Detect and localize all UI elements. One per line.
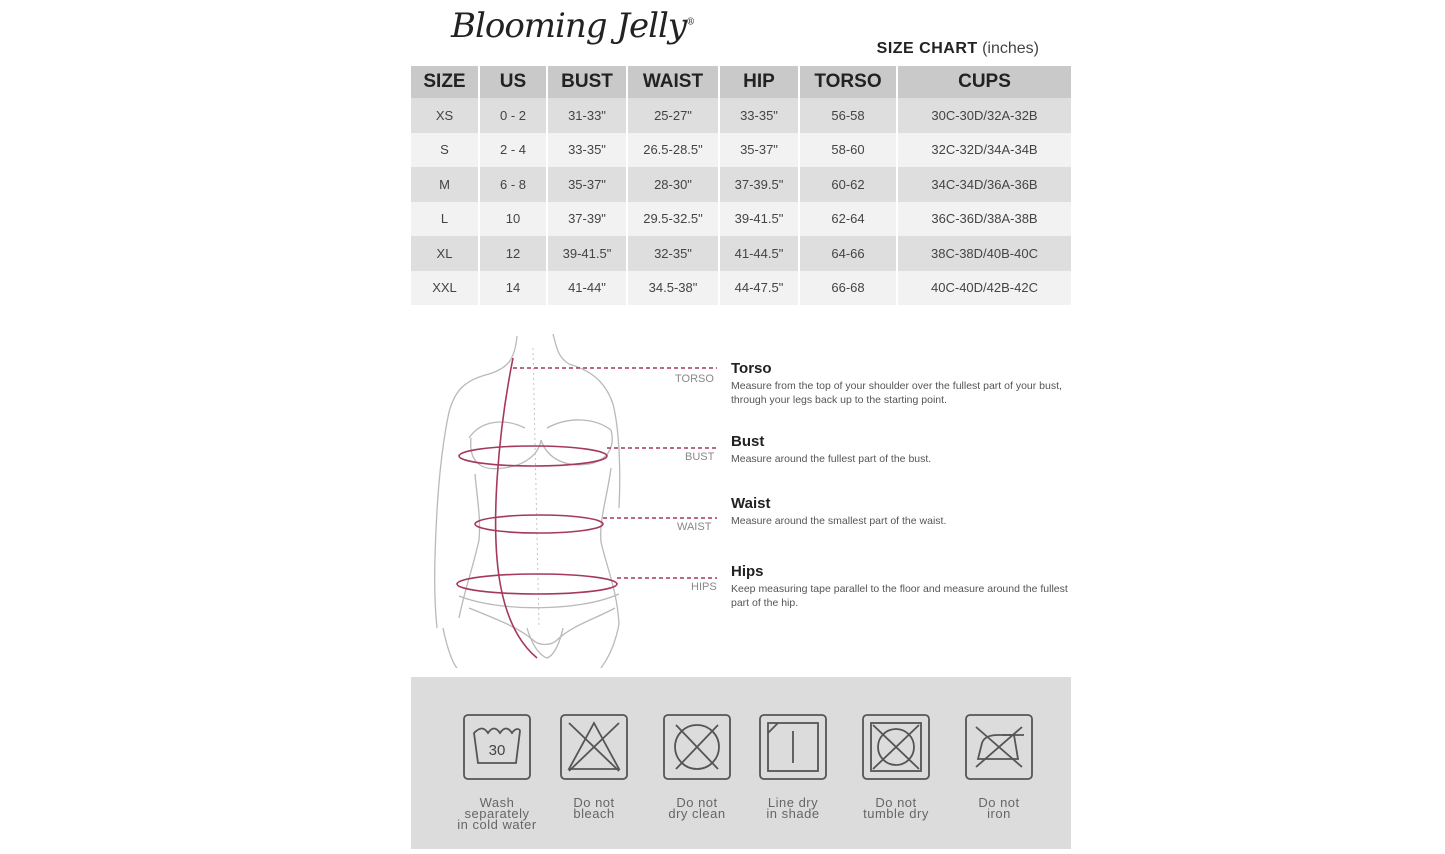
table-header-row [411, 66, 1071, 98]
header-torso: TORSO [799, 66, 897, 98]
cell-cups: 38C-38D/40B-40C [897, 236, 1071, 271]
brand-logo [451, 6, 694, 46]
cell-hip: 41-44.5" [719, 236, 799, 271]
cell-waist: 28-30" [627, 167, 719, 202]
table-row [411, 271, 1071, 306]
guide-text: Keep measuring tape parallel to the floor and measure around the fullest part of the hip. [731, 583, 1068, 609]
figure-label-waist: WAIST [677, 521, 712, 533]
size-chart-page [411, 0, 1071, 854]
guide-bust [731, 433, 1071, 466]
cell-us: 6 - 8 [479, 167, 547, 202]
cell-cups: 36C-36D/38A-38B [897, 202, 1071, 237]
figure-label-hips: HIPS [691, 581, 717, 593]
cell-bust: 39-41.5" [547, 236, 627, 271]
care-item-tumble-dry [846, 713, 946, 819]
table-row [411, 98, 1071, 133]
guide-text: Measure around the smallest part of the waist. [731, 515, 947, 527]
cell-hip: 35-37" [719, 133, 799, 168]
cell-waist: 32-35" [627, 236, 719, 271]
table-row [411, 133, 1071, 168]
guide-waist [731, 495, 1071, 528]
header-bust: BUST [547, 66, 627, 98]
cell-cups: 30C-30D/32A-32B [897, 98, 1071, 133]
no-bleach-icon [559, 713, 629, 781]
brand-registered-mark: ® [686, 17, 695, 28]
cell-cups: 34C-34D/36A-36B [897, 167, 1071, 202]
cell-us: 10 [479, 202, 547, 237]
care-label: Wash separately in cold water [457, 795, 537, 832]
chart-title-text: SIZE CHART [876, 40, 978, 57]
care-label: Do not tumble dry [863, 795, 929, 821]
care-label: Line dry in shade [766, 795, 820, 821]
care-label: Do not bleach [573, 795, 615, 821]
wash-30-icon [462, 713, 532, 781]
cell-cups: 32C-32D/34A-34B [897, 133, 1071, 168]
cell-bust: 41-44" [547, 271, 627, 306]
cell-hip: 44-47.5" [719, 271, 799, 306]
no-tumble-dry-icon [861, 713, 931, 781]
header-size: SIZE [411, 66, 479, 98]
care-label: Do not iron [978, 795, 1020, 821]
cell-torso: 60-62 [799, 167, 897, 202]
guide-text: Measure from the top of your shoulder over the fullest part of your bust, through your legs back up to the starting point. [731, 380, 1062, 406]
care-item-wash [447, 713, 547, 830]
cell-bust: 31-33" [547, 98, 627, 133]
line-dry-shade-icon [758, 713, 828, 781]
cell-us: 0 - 2 [479, 98, 547, 133]
care-item-line-dry [743, 713, 843, 819]
header-us: US [479, 66, 547, 98]
guide-title: Waist [731, 495, 771, 512]
cell-size: XS [411, 98, 479, 133]
care-instructions [411, 677, 1071, 849]
size-table [411, 66, 1071, 305]
header-waist: WAIST [627, 66, 719, 98]
cell-waist: 25-27" [627, 98, 719, 133]
header-cups: CUPS [897, 66, 1071, 98]
cell-torso: 58-60 [799, 133, 897, 168]
care-item-iron [949, 713, 1049, 819]
guide-hips [731, 563, 1071, 610]
care-item-dry-clean [647, 713, 747, 819]
no-iron-icon [964, 713, 1034, 781]
figure-label-bust: BUST [685, 451, 715, 463]
cell-size: XL [411, 236, 479, 271]
table-row [411, 236, 1071, 271]
cell-hip: 33-35" [719, 98, 799, 133]
cell-torso: 66-68 [799, 271, 897, 306]
cell-us: 14 [479, 271, 547, 306]
cell-size: L [411, 202, 479, 237]
guide-text: Measure around the fullest part of the bust. [731, 453, 932, 465]
body-measurement-figure [429, 328, 729, 668]
no-dry-clean-icon [662, 713, 732, 781]
cell-torso: 64-66 [799, 236, 897, 271]
guide-title: Hips [731, 563, 764, 580]
wash-temp: 30 [488, 742, 506, 759]
cell-cups: 40C-40D/42B-42C [897, 271, 1071, 306]
guide-torso [731, 360, 1071, 407]
cell-size: M [411, 167, 479, 202]
care-label: Do not dry clean [668, 795, 726, 821]
cell-size: S [411, 133, 479, 168]
table-row [411, 167, 1071, 202]
chart-unit: (inches) [982, 40, 1039, 57]
guide-title: Torso [731, 360, 772, 377]
chart-title [877, 40, 1039, 58]
cell-waist: 34.5-38" [627, 271, 719, 306]
cell-torso: 62-64 [799, 202, 897, 237]
cell-size: XXL [411, 271, 479, 306]
cell-torso: 56-58 [799, 98, 897, 133]
cell-waist: 29.5-32.5" [627, 202, 719, 237]
header-hip: HIP [719, 66, 799, 98]
cell-bust: 35-37" [547, 167, 627, 202]
figure-label-torso: TORSO [675, 373, 714, 385]
guide-title: Bust [731, 433, 765, 450]
cell-waist: 26.5-28.5" [627, 133, 719, 168]
brand-name: Blooming Jelly [451, 6, 687, 46]
cell-bust: 33-35" [547, 133, 627, 168]
cell-us: 2 - 4 [479, 133, 547, 168]
cell-bust: 37-39" [547, 202, 627, 237]
cell-hip: 39-41.5" [719, 202, 799, 237]
cell-hip: 37-39.5" [719, 167, 799, 202]
care-item-bleach [544, 713, 644, 819]
cell-us: 12 [479, 236, 547, 271]
table-row [411, 202, 1071, 237]
